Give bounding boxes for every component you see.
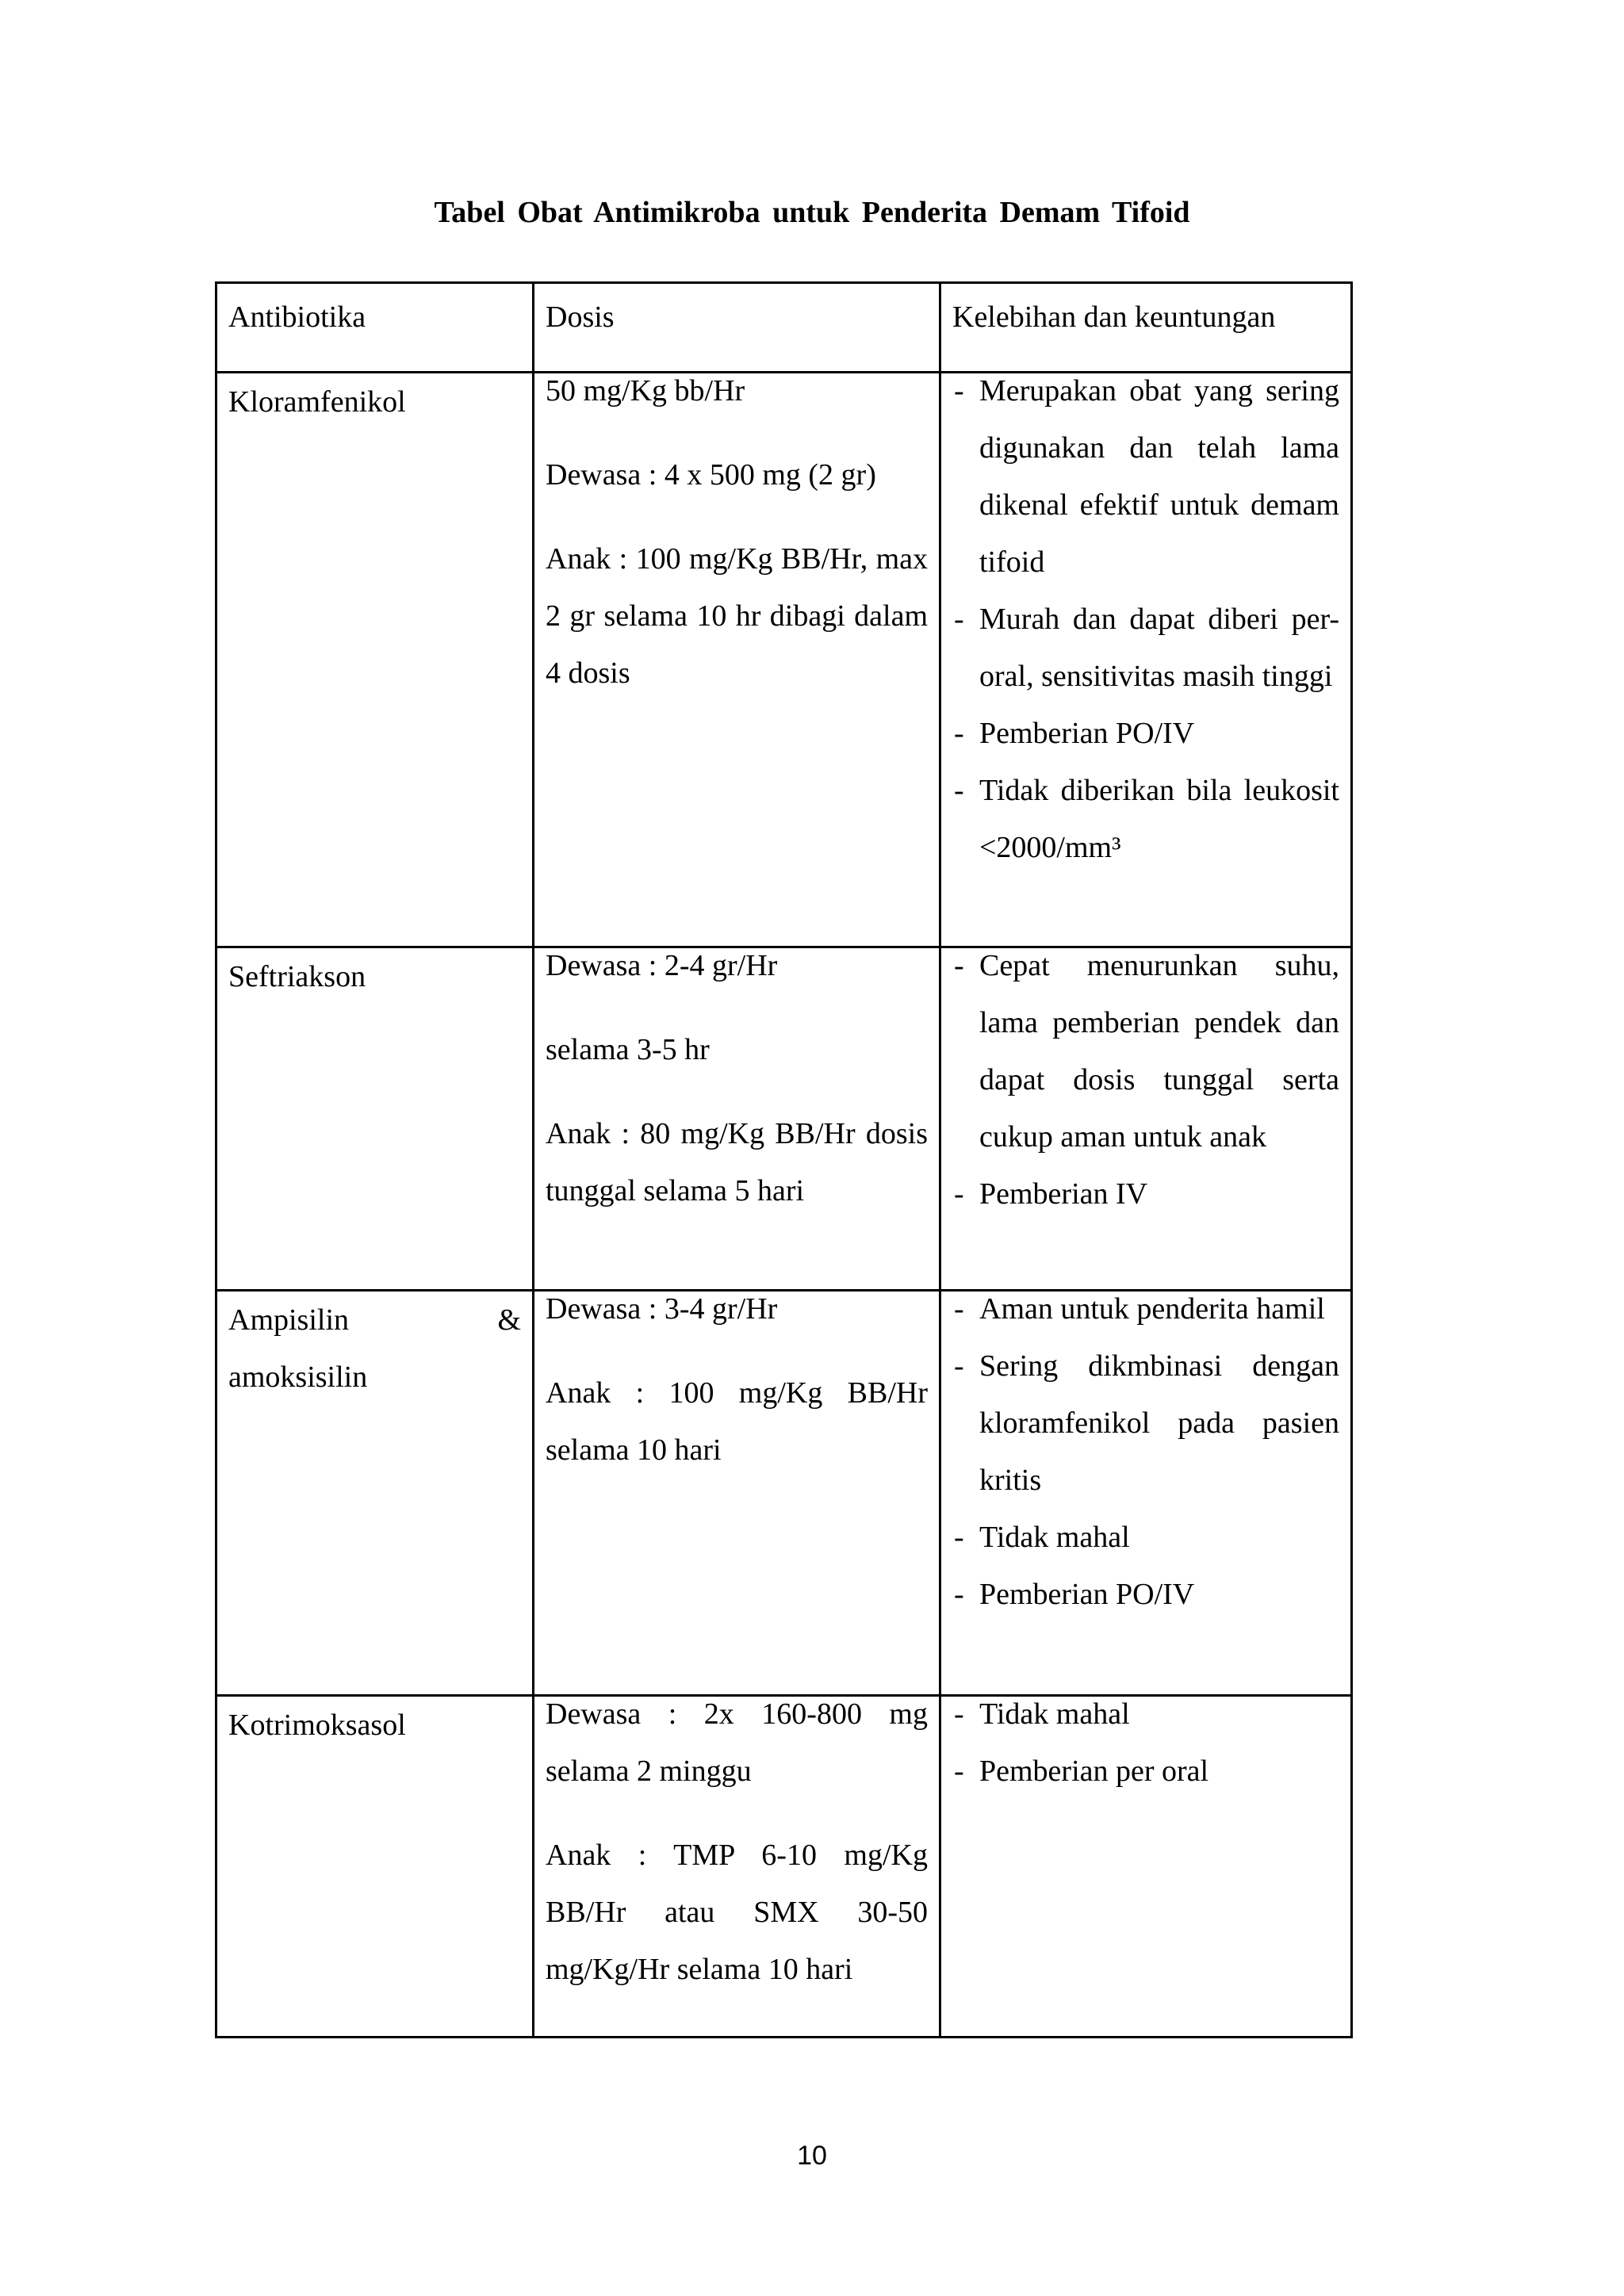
dose-text: Anak : 100 mg/Kg BB/Hr, max 2 gr selama 10 hr dibagi dalam 4 dosis <box>546 542 928 690</box>
dose-text: Anak : 80 mg/Kg BB/Hr dosis tunggal selama 5 hari <box>546 1117 928 1207</box>
drug-name-cell <box>216 373 534 947</box>
page-number: 10 <box>797 2141 827 2171</box>
benefit-list <box>952 937 1339 1223</box>
drug-name-cell <box>216 1291 534 1696</box>
benefit-item: - Murah dan dapat diberi per-oral, sensitivitas masih tinggi <box>954 603 1339 693</box>
benefit-item: - Pemberian per oral <box>954 1755 1209 1788</box>
header-kelebihan: Kelebihan dan keuntungan <box>940 283 1352 373</box>
dose-cell <box>534 373 940 947</box>
drug-name: Seftriakson <box>228 960 366 993</box>
benefit-item: - Pemberian IV <box>954 1177 1148 1211</box>
dose-text: 50 mg/Kg bb/Hr <box>546 374 745 408</box>
table-header-row <box>216 283 1352 373</box>
benefit-item: - Tidak mahal <box>954 1697 1130 1731</box>
benefit-item: - Sering dikmbinasi dengan kloramfenikol pada pasien kritis <box>954 1349 1339 1497</box>
dose-cell <box>534 1291 940 1696</box>
benefit-item: - Pemberian PO/IV <box>954 1578 1195 1611</box>
drug-name: Kotrimoksasol <box>228 1709 406 1742</box>
drug-name-cell <box>216 947 534 1291</box>
benefit-list <box>952 1686 1339 1800</box>
table-row <box>216 1291 1352 1696</box>
benefit-cell <box>940 373 1352 947</box>
dose-text: Anak : 100 mg/Kg BB/Hr selama 10 hari <box>546 1376 928 1467</box>
benefit-item: - Pemberian PO/IV <box>954 717 1195 750</box>
benefit-item: - Tidak diberikan bila leukosit <2000/mm³ <box>954 774 1339 864</box>
drug-name-cell <box>216 1696 534 2038</box>
benefit-item: - Aman untuk penderita hamil <box>954 1292 1325 1326</box>
drug-name: Ampisilin & amoksisilin <box>228 1303 521 1394</box>
benefit-list <box>952 1280 1339 1623</box>
benefit-item: - Tidak mahal <box>954 1521 1130 1554</box>
dose-text: Dewasa : 2-4 gr/Hr <box>546 949 778 982</box>
benefit-item: - Merupakan obat yang sering digunakan dan telah lama dikenal efektif untuk demam tifoid <box>954 374 1339 579</box>
dose-text: Dewasa : 2x 160-800 mg selama 2 minggu <box>546 1697 928 1788</box>
drug-name: Kloramfenikol <box>228 385 406 419</box>
page-title: Tabel Obat Antimikroba untuk Penderita Demam Tifoid <box>434 196 1190 229</box>
dose-cell <box>534 947 940 1291</box>
table-row <box>216 947 1352 1291</box>
benefit-list <box>952 362 1339 876</box>
benefit-cell <box>940 947 1352 1291</box>
benefit-cell <box>940 1696 1352 2038</box>
header-dosis: Dosis <box>534 283 940 373</box>
dose-text: Dewasa : 3-4 gr/Hr <box>546 1292 778 1326</box>
dose-text: selama 3-5 hr <box>546 1033 710 1066</box>
dose-text: Dewasa : 4 x 500 mg (2 gr) <box>546 458 876 492</box>
benefit-cell <box>940 1291 1352 1696</box>
table-row <box>216 373 1352 947</box>
table-row <box>216 1696 1352 2038</box>
benefit-item: - Cepat menurunkan suhu, lama pemberian pendek dan dapat dosis tunggal serta cukup aman untuk anak <box>954 949 1339 1154</box>
antimicrobial-table <box>215 281 1353 2038</box>
header-antibiotika: Antibiotika <box>216 283 534 373</box>
dose-text: Anak : TMP 6-10 mg/Kg BB/Hr atau SMX 30-50 mg/Kg/Hr selama 10 hari <box>546 1839 928 1986</box>
dose-cell <box>534 1696 940 2038</box>
